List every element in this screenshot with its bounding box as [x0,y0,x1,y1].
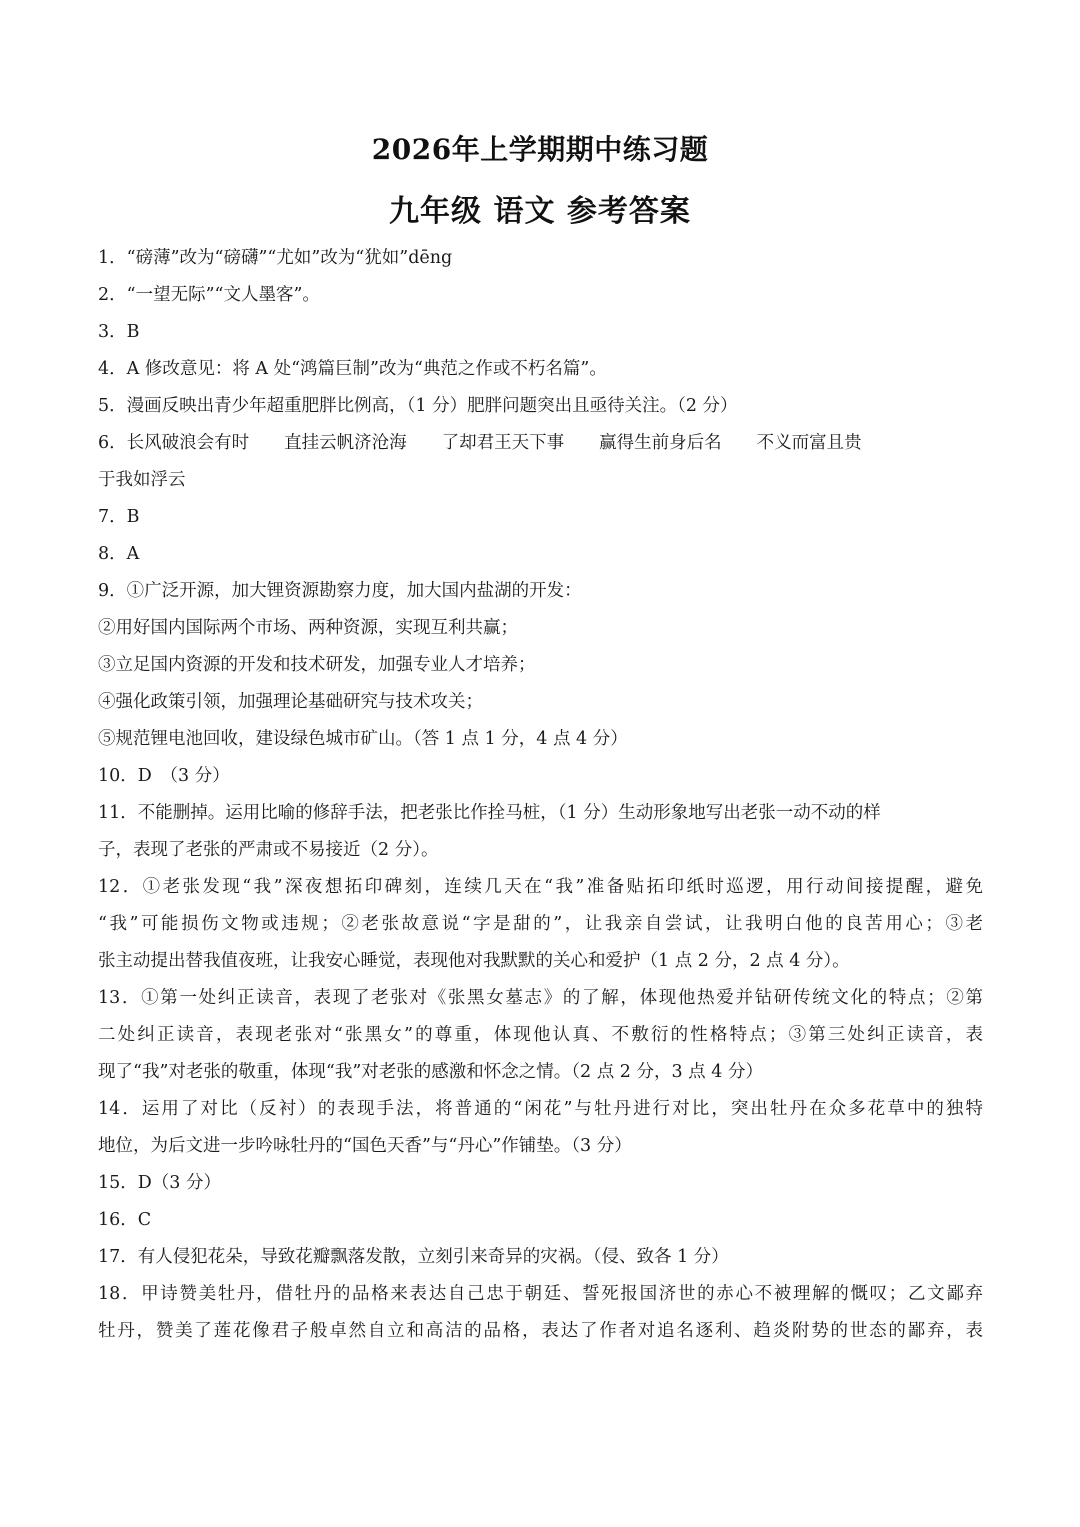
answer-line: 4．A 修改意见：将 A 处“鸿篇巨制”改为“典范之作或不朽名篇”。 [98,359,607,379]
answer-line: 7．B [98,507,140,527]
answer-line: 14．运用了对比（反衬）的表现手法，将普通的“闲花”与牡丹进行对比，突出牡丹在众多花草中的独特 [98,1099,983,1119]
answer-line: 二处纠正读音，表现老张对“张黑女”的尊重，体现他认真、不敷衍的性格特点；③第三处纠正读音，表 [98,1025,983,1045]
answer-line: 13．①第一处纠正读音，表现了老张对《张黑女墓志》的了解，体现他热爱并钻研传统文化的特点；②第 [98,988,983,1008]
answer-line: ②用好国内国际两个市场、两种资源，实现互利共赢； [98,618,518,638]
answer-line: ⑤规范锂电池回收，建设绿色城市矿山。（答 1 点 1 分，4 点 4 分） [98,729,628,749]
answer-line: ④强化政策引领，加强理论基础研究与技术攻关； [98,692,483,712]
answer-line: 1．“磅薄”改为“磅礴”“尤如”改为“犹如”dēng [98,248,453,268]
answer-line: 10．D （3 分） [98,766,230,786]
answer-line: 子，表现了老张的严肃或不易接近（2 分）。 [98,840,439,860]
answer-line: ③立足国内资源的开发和技术研发，加强专业人才培养； [98,655,536,675]
answer-line: 张主动提出替我值夜班，让我安心睡觉，表现他对我默默的关心和爱护（1 点 2 分，2 点 4 分）。 [98,951,850,971]
answer-line: 15．D（3 分） [98,1173,221,1193]
answer-line: 5．漫画反映出青少年超重肥胖比例高，（1 分）肥胖问题突出且亟待关注。（2 分） [98,396,738,416]
answer-line: 12．①老张发现“我”深夜想拓印碑刻，连续几天在“我”准备贴拓印纸时巡逻，用行动间接提醒，避免 [98,877,983,897]
answer-line: 17．有人侵犯花朵，导致花瓣飘落发散，立刻引来奇异的灾祸。（侵、致各 1 分） [98,1247,729,1267]
answer-line: 8．A [98,544,140,564]
answer-line: 6．长风破浪会有时 直挂云帆济沧海 了却君王天下事 赢得生前身后名 不义而富且贵 [98,433,862,453]
answer-line: 3．B [98,322,140,342]
answer-line: 现了“我”对老张的敬重，体现“我”对老张的感激和怀念之情。（2 点 2 分，3 点 4 分） [98,1062,763,1082]
answer-line: 牡丹，赞美了莲花像君子般卓然自立和高洁的品格，表达了作者对追名逐利、趋炎附势的世态的鄙弃，表 [98,1321,983,1341]
answer-line: “我”可能损伤文物或违规；②老张故意说“字是甜的”，让我亲自尝试，让我明白他的良苦用心；③老 [98,914,983,934]
answer-line: 11．不能删掉。运用比喻的修辞手法，把老张比作拴马桩，（1 分）生动形象地写出老张一动不动的样 [98,803,881,823]
answer-line: 于我如浮云 [98,470,186,490]
answer-line: 18．甲诗赞美牡丹，借牡丹的品格来表达自己忠于朝廷、誓死报国济世的赤心不被理解的慨叹；乙文鄙弃 [98,1284,983,1304]
document-subtitle: 九年级 语文 参考答案 [389,194,691,229]
answer-list [98,240,983,1350]
answer-line: 地位，为后文进一步吟咏牡丹的“国色天香”与“丹心”作铺垫。（3 分） [98,1136,632,1156]
answer-line: 2．“一望无际”“文人墨客”。 [98,285,320,305]
document-title: 2026年上学期期中练习题 [371,133,709,166]
answer-line: 9．①广泛开源，加大锂资源勘察力度，加大国内盐湖的开发： [98,581,582,601]
answer-line: 16．C [98,1210,152,1230]
